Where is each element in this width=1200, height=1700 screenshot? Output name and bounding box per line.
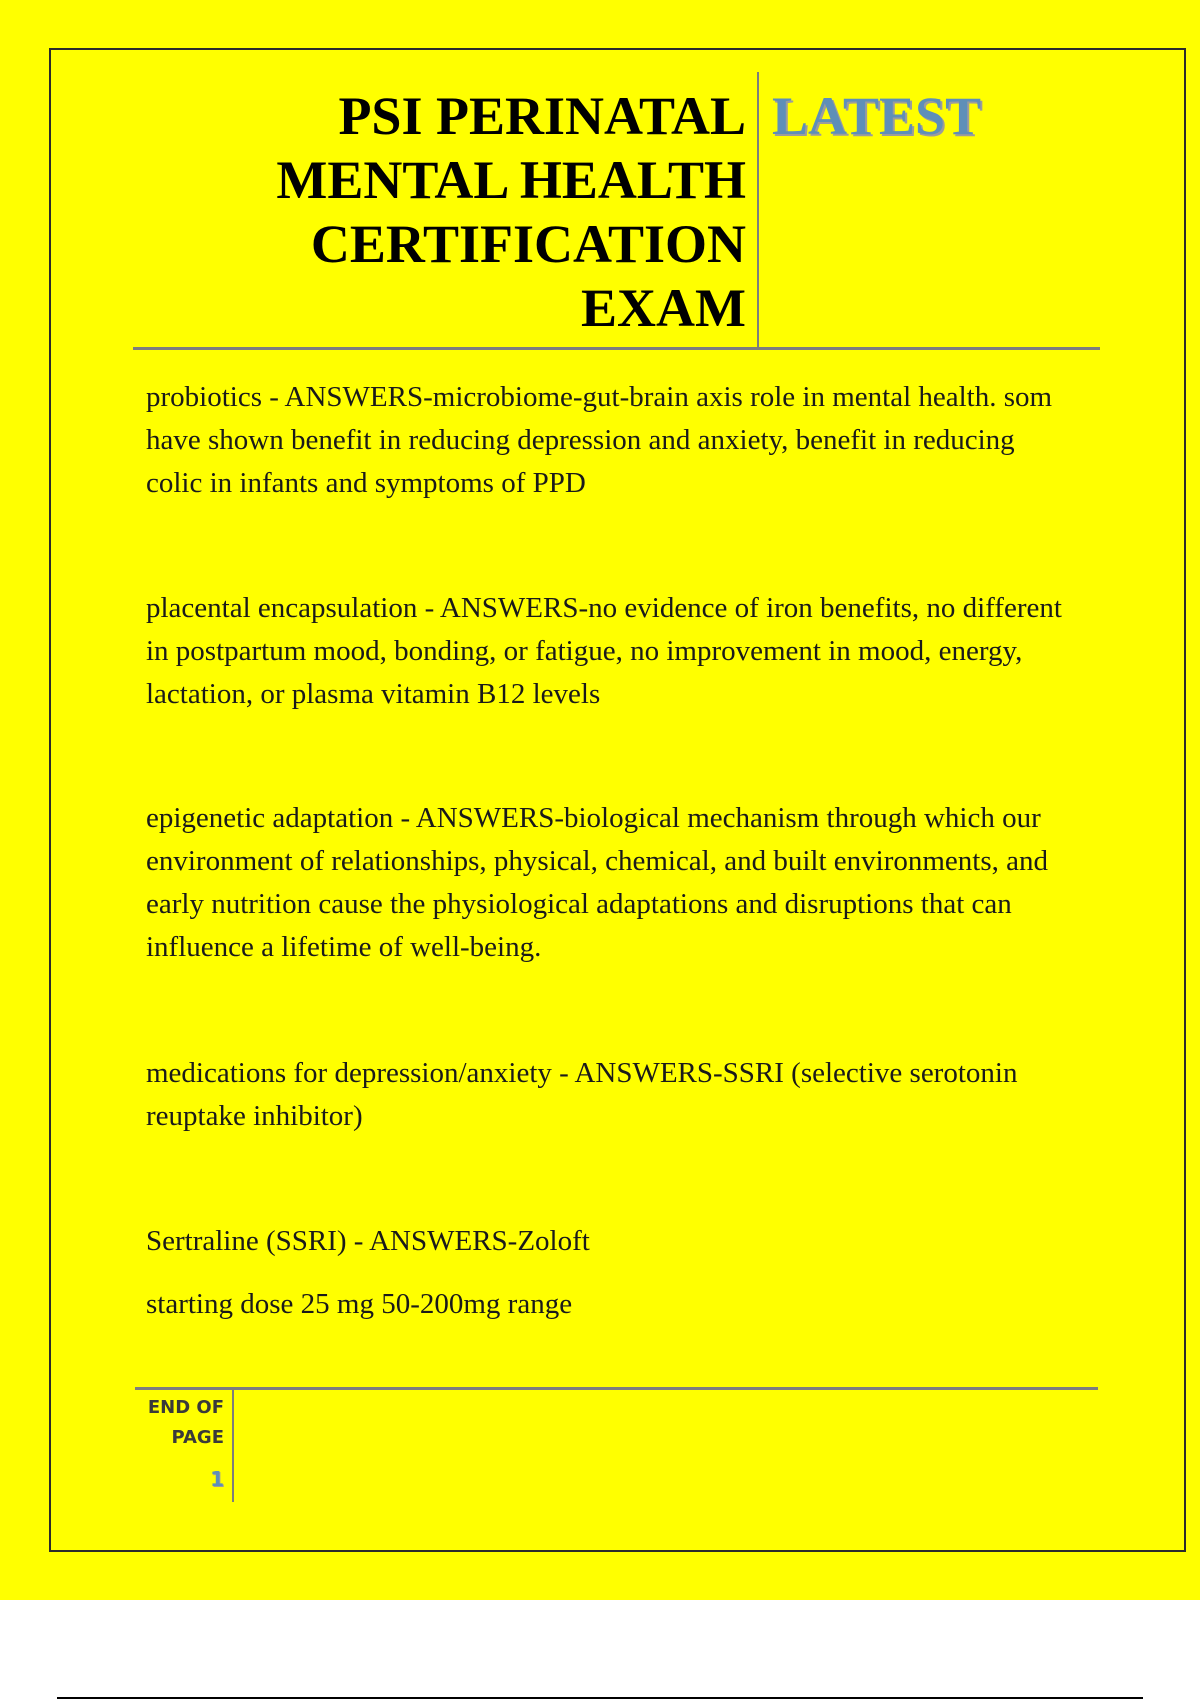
latest-badge: LATEST bbox=[772, 86, 982, 146]
entry-placental-encapsulation: placental encapsulation - ANSWERS-no evidence of iron benefits, no different in postpartum mood, bonding, or fatigue, no improvement in mood, energy, lactation, or plasma vitamin B12 levels bbox=[146, 592, 1062, 710]
entry-probiotics: probiotics - ANSWERS-microbiome-gut-brain axis role in mental health. som have shown benefit in reducing depression and anxiety, benefit in reducing colic in infants and symptoms of PPD bbox=[146, 381, 1053, 499]
footer-vertical-divider bbox=[232, 1390, 234, 1502]
entry-epigenetic-adaptation: epigenetic adaptation - ANSWERS-biological mechanism through which our environment of relationships, physical, chemical, and built environments, and early nutrition cause the physiological adaptations and disruptions that can influence a lifetime of well-being. bbox=[146, 802, 1049, 963]
entry-starting-dose: starting dose 25 mg 50-200mg range bbox=[146, 1288, 573, 1320]
entry-medications: medications for depression/anxiety - ANSWERS-SSRI (selective serotonin reuptake inhibitor) bbox=[146, 1057, 1018, 1132]
footer-rule bbox=[135, 1387, 1098, 1390]
end-of-page-label bbox=[140, 1393, 224, 1453]
title-line: MENTAL HEALTH bbox=[276, 150, 746, 210]
page-number: 1 bbox=[210, 1467, 224, 1491]
end-of-page-line: PAGE bbox=[171, 1427, 224, 1448]
header-rule bbox=[133, 347, 1100, 350]
title-line: CERTIFICATION bbox=[310, 214, 746, 274]
document-title bbox=[150, 84, 746, 340]
entry-sertraline: Sertraline (SSRI) - ANSWERS-Zoloft bbox=[146, 1225, 590, 1257]
header-vertical-divider bbox=[757, 72, 759, 348]
bottom-rule bbox=[57, 1697, 1143, 1699]
title-line: PSI PERINATAL bbox=[338, 86, 746, 146]
end-of-page-line: END OF bbox=[147, 1397, 224, 1418]
title-line: EXAM bbox=[581, 278, 746, 338]
